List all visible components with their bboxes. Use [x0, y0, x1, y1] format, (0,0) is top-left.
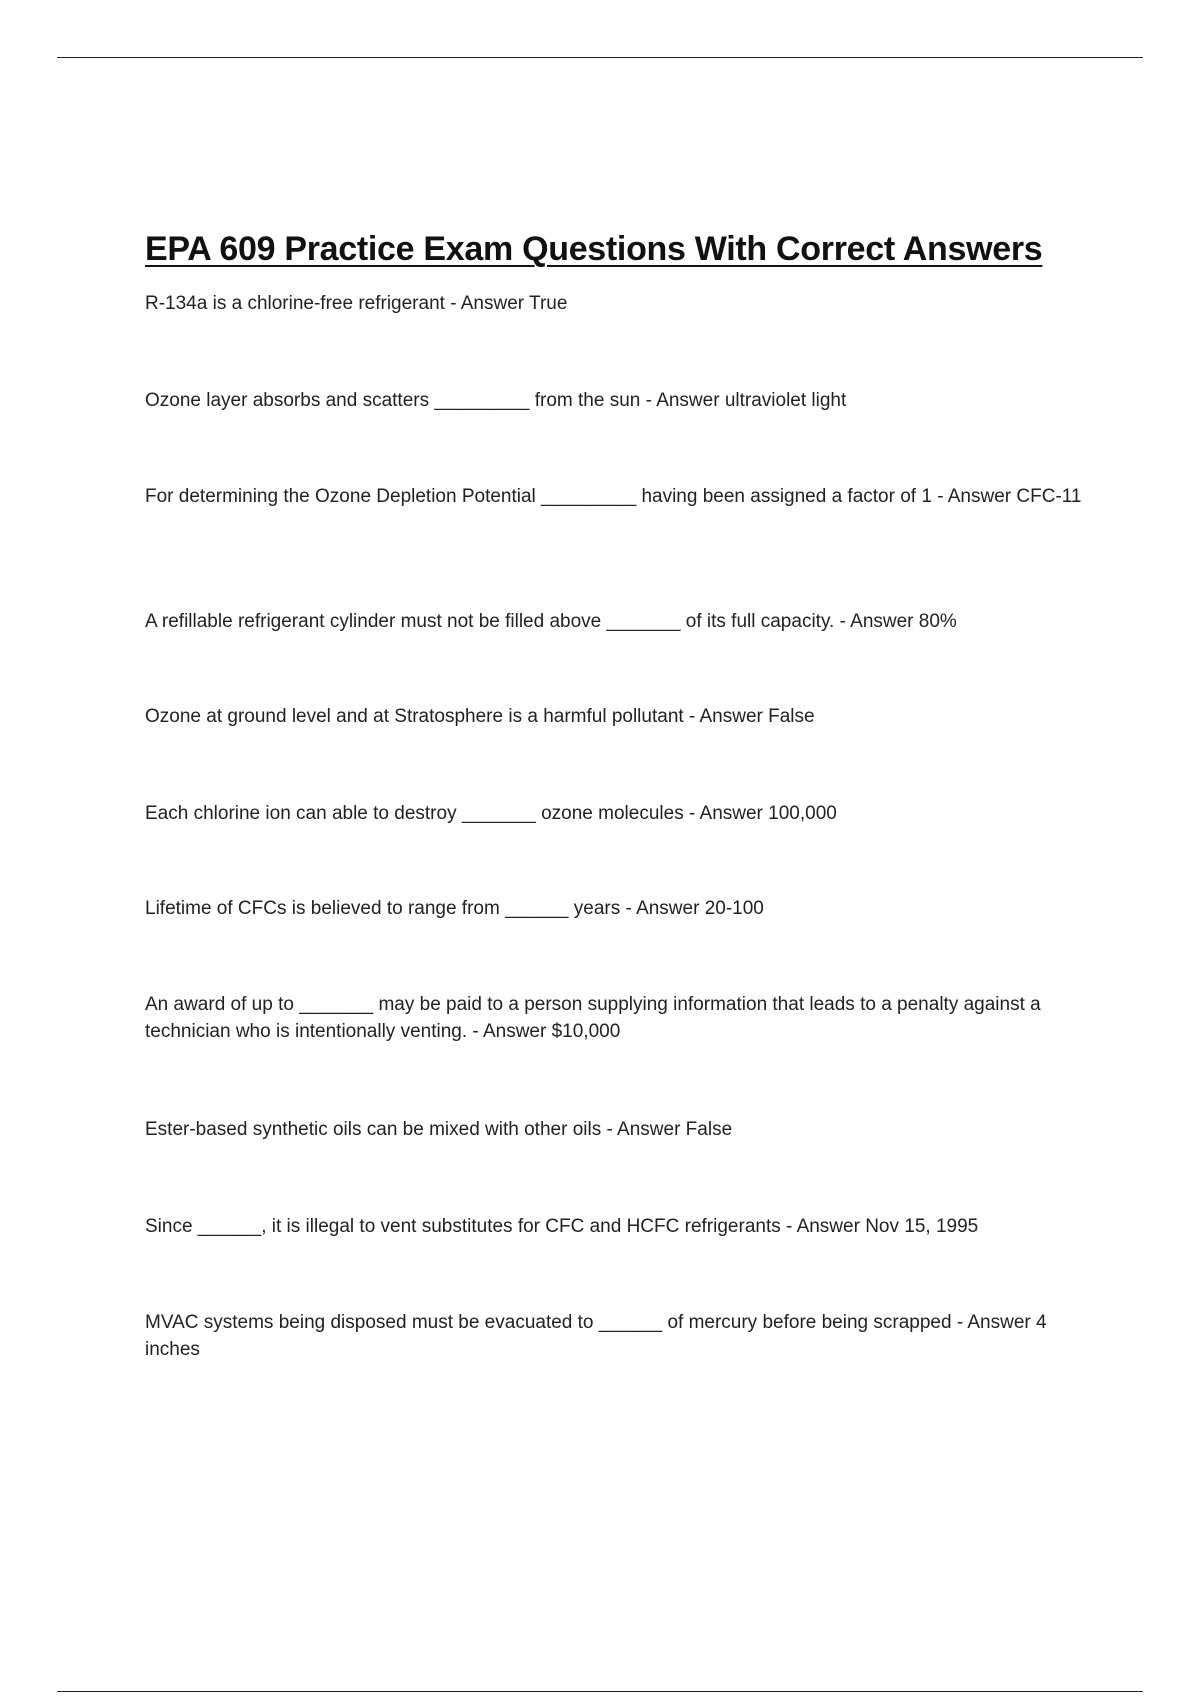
qa-item-6: Each chlorine ion can able to destroy _______ ozone molecules - Answer 100,000 [145, 803, 837, 824]
bottom-rule [57, 1691, 1143, 1692]
qa-item-1: R-134a is a chlorine-free refrigerant - Answer True [145, 293, 568, 314]
qa-item-5: Ozone at ground level and at Stratosphere is a harmful pollutant - Answer False [145, 706, 815, 727]
qa-item-8: An award of up to _______ may be paid to a person supplying information that leads to a penalty against a technician who is intentionally venting. - Answer $10,000 [145, 994, 1041, 1042]
document-title: EPA 609 Practice Exam Questions With Correct Answers [145, 230, 1043, 268]
qa-item-11: MVAC systems being disposed must be evacuated to ______ of mercury before being scrapped - Answer 4 inches [145, 1312, 1047, 1360]
top-rule [57, 57, 1143, 58]
qa-item-9: Ester-based synthetic oils can be mixed with other oils - Answer False [145, 1119, 733, 1140]
qa-item-2: Ozone layer absorbs and scatters _________ from the sun - Answer ultraviolet light [145, 390, 847, 411]
qa-item-3: For determining the Ozone Depletion Potential _________ having been assigned a factor of 1 - Answer CFC-11 [145, 486, 1082, 507]
qa-item-4: A refillable refrigerant cylinder must not be filled above _______ of its full capacity. - Answer 80% [145, 611, 957, 632]
qa-item-7: Lifetime of CFCs is believed to range from ______ years - Answer 20-100 [145, 898, 764, 919]
qa-item-10: Since ______, it is illegal to vent substitutes for CFC and HCFC refrigerants - Answer Nov 15, 1995 [145, 1216, 979, 1237]
